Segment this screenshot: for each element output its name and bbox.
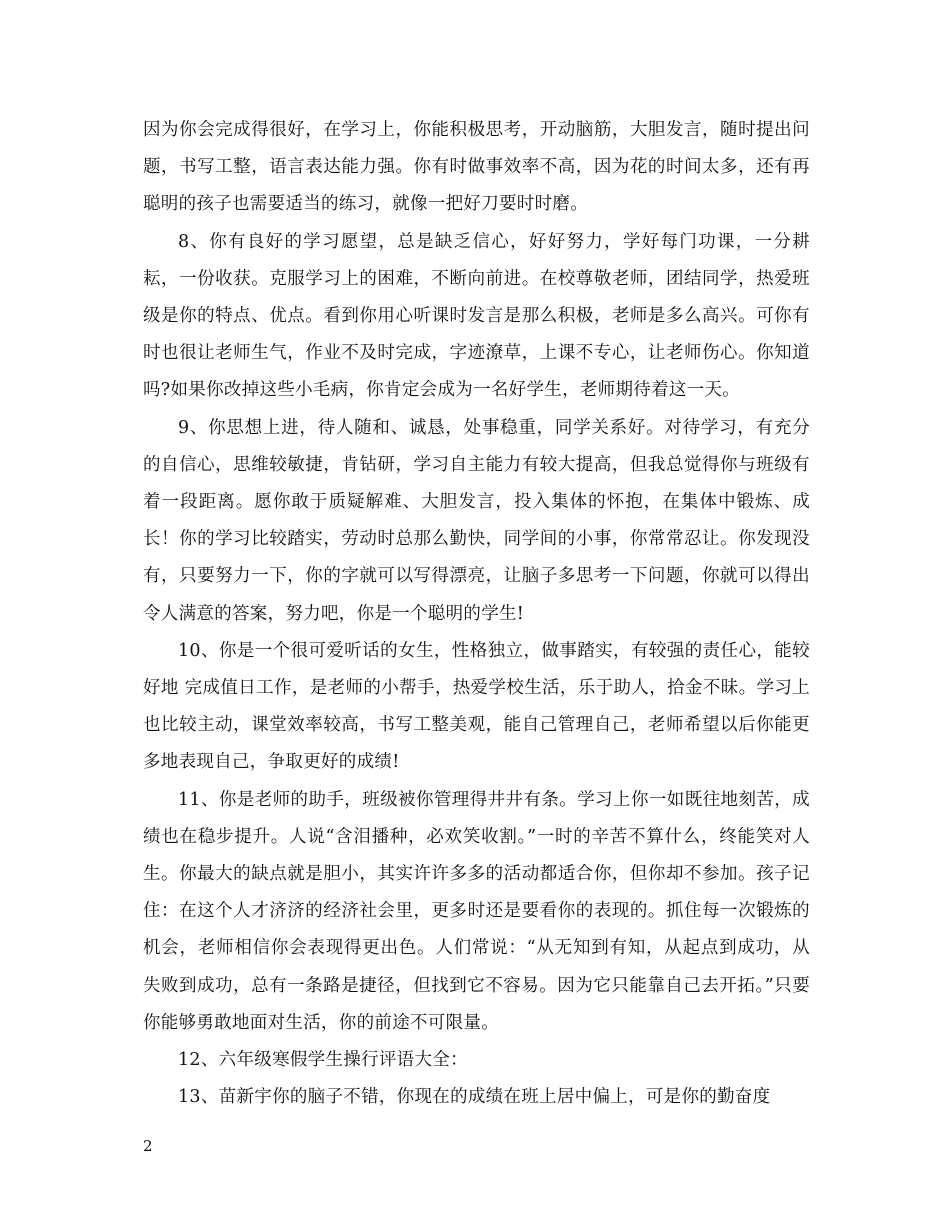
paragraph-item-8: 8、你有良好的学习愿望，总是缺乏信心，好好努力，学好每门功课，一分耕耘，一份收获。克服学习上的困难，不断向前进。在校尊敬老师，团结同学，热爱班级是你的特点、优点。看到你用心听课时发言是那么积极，老师是多么高兴。可你有时也很让老师生气，作业不及时完成，字迹潦草，上课不专心，让老师伤心。你知道吗?如果你改掉这些小毛病，你肯定会成为一名好学生，老师期待着这一天。 [143,231,810,401]
page-number: 2 [143,1137,153,1155]
paragraph-item-11: 11、你是老师的助手，班级被你管理得井井有条。学习上你一如既往地刻苦，成绩也在稳步提升。人说“含泪播种，必欢笑收割。”一时的辛苦不算什么，终能笑对人生。你最大的缺点就是胆小，其实许许多多的活动都适合你，但你却不参加。孩子记住：在这个人才济济的经济社会里，更多时还是要看你的表现的。抓住每一次锻炼的机会，老师相信你会表现得更出色。人们常说：“从无知到有知，从起点到成功，从失败到成功，总有一条路是捷径，但找到它不容易。因为它只能靠自己去开拓。”只要你能够勇敢地面对生活，你的前途不可限量。 [143,789,810,1033]
paragraph-item-10: 10、你是一个很可爱听话的女生，性格独立，做事踏实，有较强的责任心，能较好地 完成值日工作，是老师的小帮手，热爱学校生活，乐于助人，拾金不昧。学习上也比较主动，课堂效率较高，书写工整美观，能自己管理自己，老师希望以后你能更多地表现自己，争取更好的成绩! [143,640,810,773]
document-body [143,112,810,1116]
paragraph-item-9: 9、你思想上进，待人随和、诚恳，处事稳重，同学关系好。对待学习，有充分的自信心，思维较敏捷，肯钻研，学习自主能力有较大提高，但我总觉得你与班级有着一段距离。愿你敢于质疑解难、大胆发言，投入集体的怀抱，在集体中锻炼、成长！你的学习比较踏实，劳动时总那么勤快，同学间的小事，你常常忍让。你发现没有，只要努力一下，你的字就可以写得漂亮，让脑子多思考一下问题，你就可以得出令人满意的答案，努力吧，你是一个聪明的学生! [143,417,810,624]
paragraph-item-13: 13、苗新宇你的脑子不错，你现在的成绩在班上居中偏上，可是你的勤奋度 [178,1087,771,1108]
paragraph-item-12: 12、六年级寒假学生操行评语大全： [178,1050,468,1071]
paragraph-continuation: 因为你会完成得很好，在学习上，你能积极思考，开动脑筋，大胆发言，随时提出问题，书写工整，语言表达能力强。你有时做事效率不高，因为花的时间太多，还有再聪明的孩子也需要适当的练习，就像一把好刀要时时磨。 [143,120,810,215]
